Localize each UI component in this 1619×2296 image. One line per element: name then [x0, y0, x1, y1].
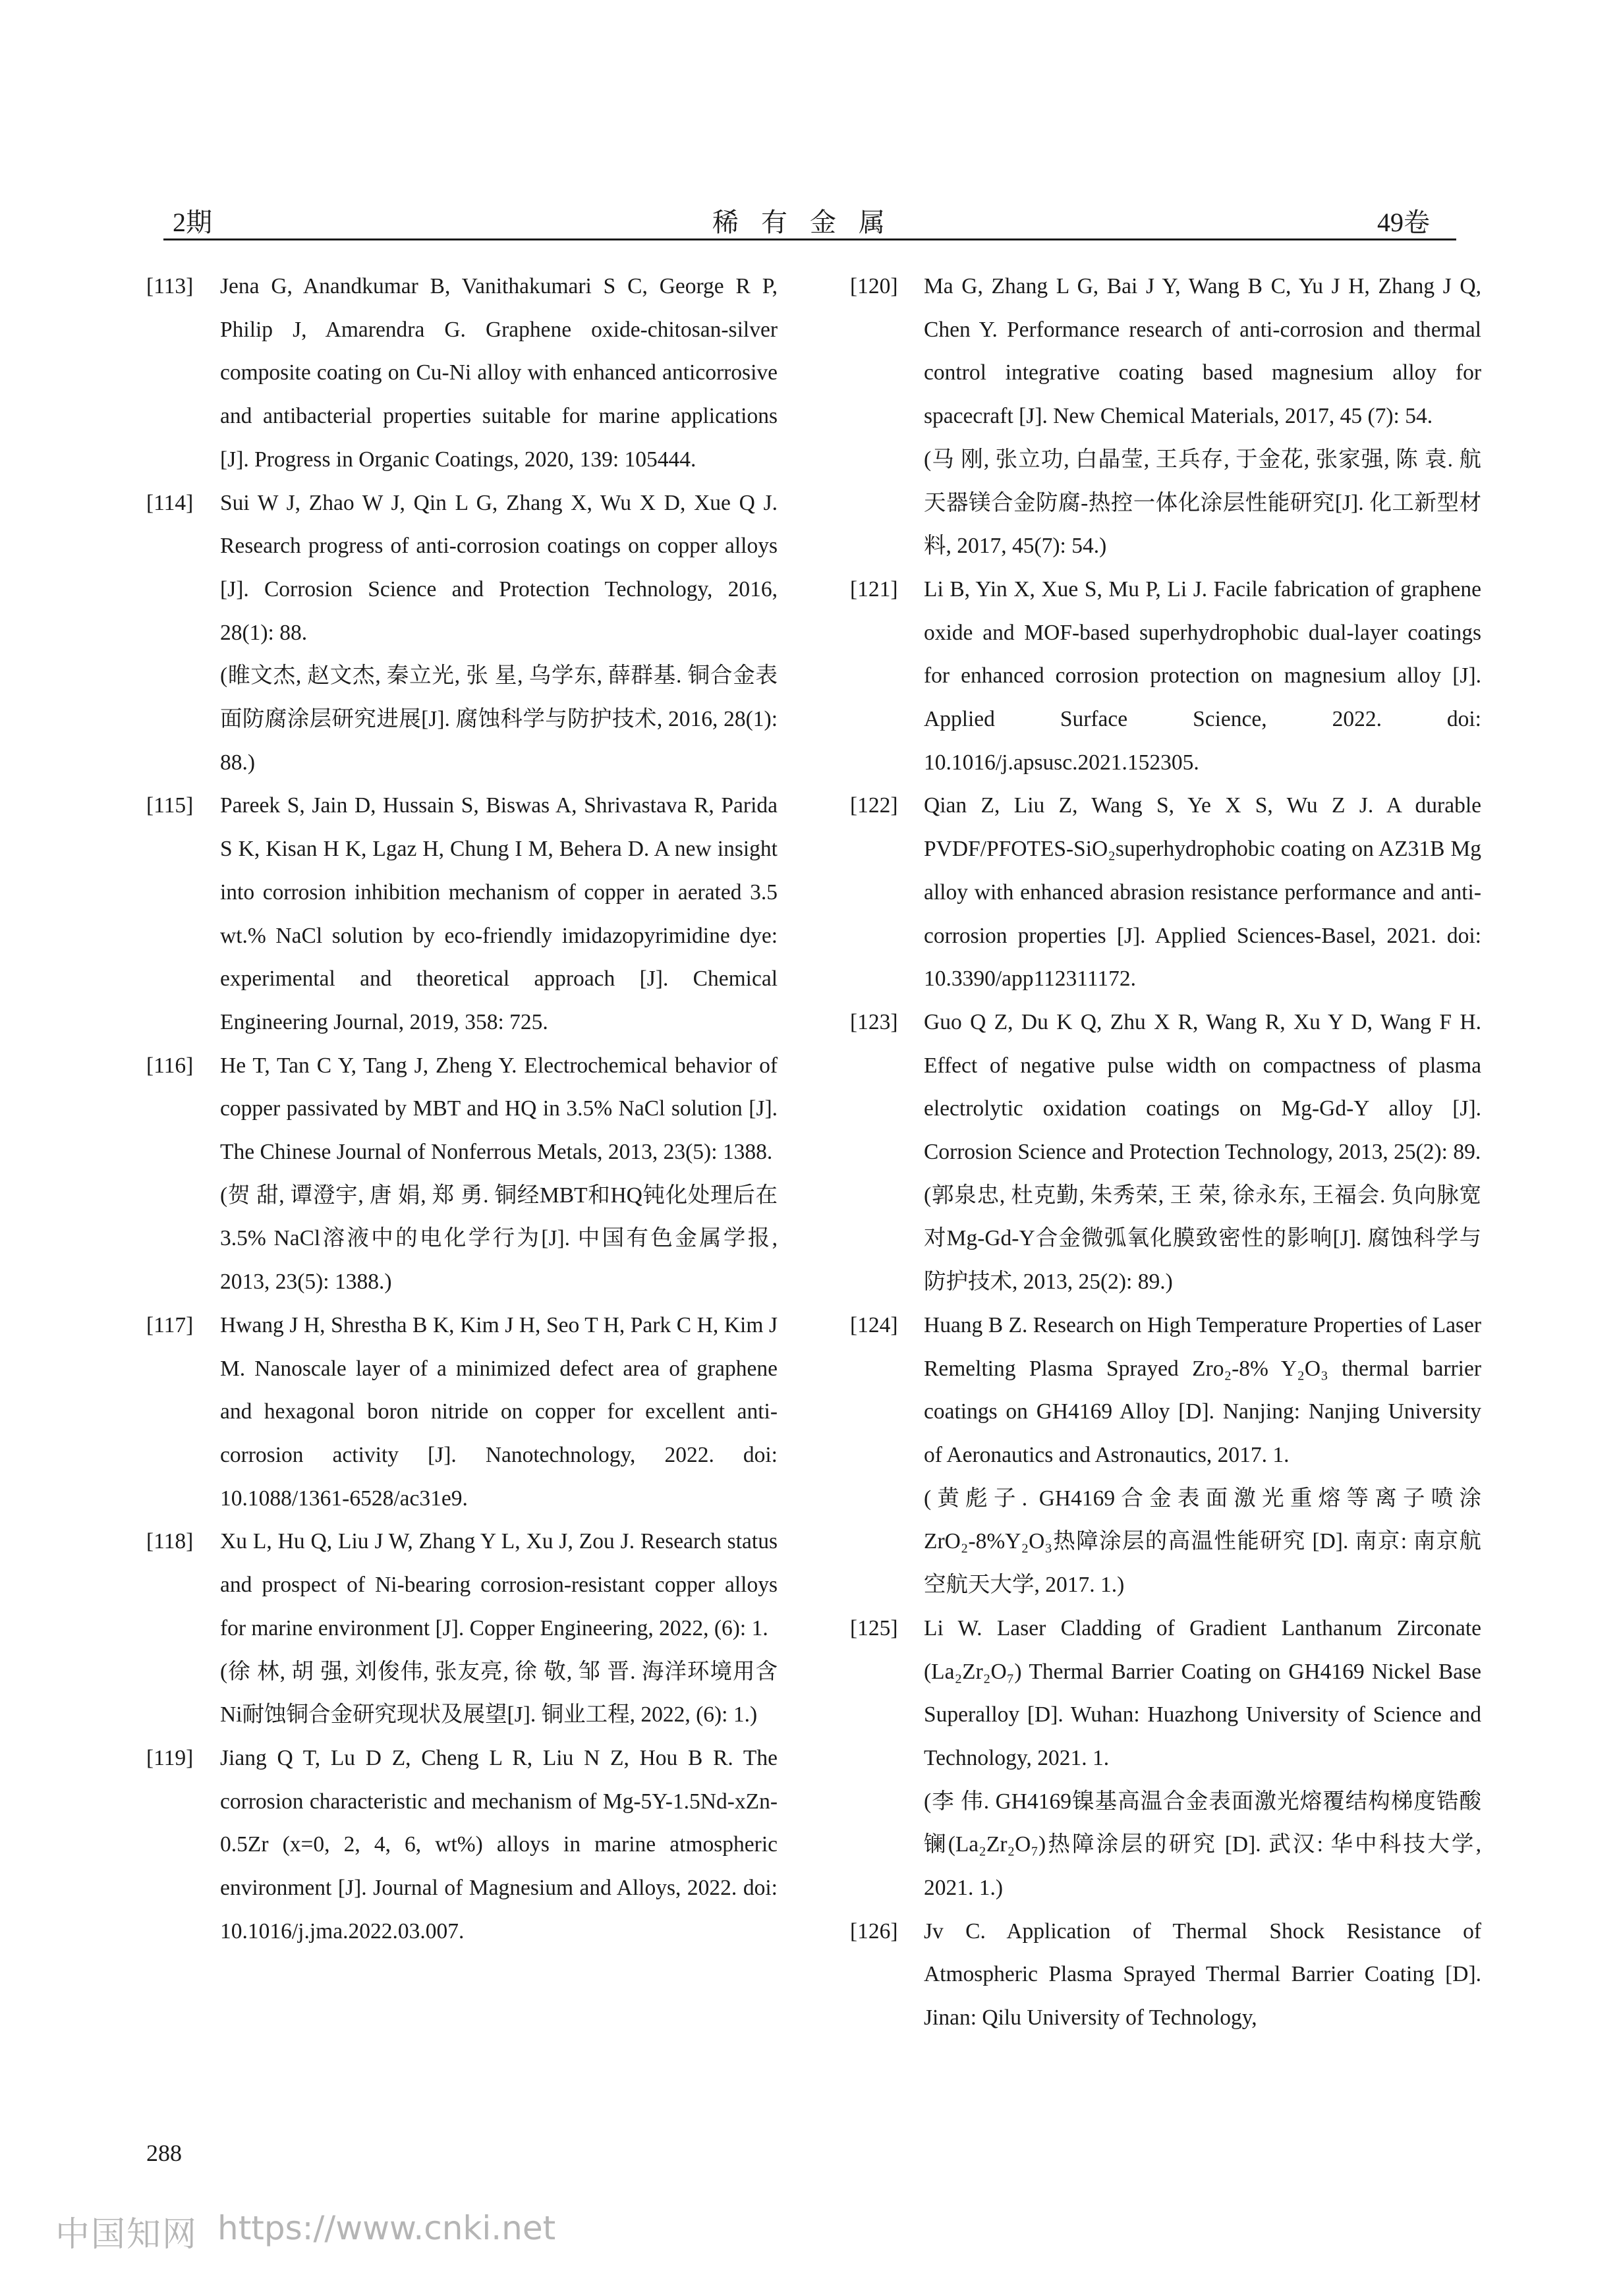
reference-entry [146, 265, 778, 482]
reference-number: [122] [850, 793, 898, 818]
reference-chinese-text: (徐 林, 胡 强, 刘俊伟, 张友亮, 徐 敬, 邹 晋. 海洋环境用含Ni耐蚀铜合金研究现状及展望[J]. 铜业工程, 2022, (6): 1.) [220, 1659, 778, 1727]
reference-text: Li B, Yin X, Xue S, Mu P, Li J. Facile fabrication of graphene oxide and MOF-based superhydrophobic dual-layer coatings for enhanced corrosion protection on magnesium alloy [J]. Applied Surface Science, 2022. doi: 10.1016/j.apsusc.2021.152305. [924, 576, 1481, 775]
reference-text: Pareek S, Jain D, Hussain S, Biswas A, Shrivastava R, Parida S K, Kisan H K, Lgaz H, Chung I M, Behera D. A new insight into corrosion inhibition mechanism of copper in aerated 3.5 wt.% NaCl solution by eco-friendly imidazopyrimidine dye: experimental and theoretical approach [J]. Chemical Engineering Journal, 2019, 358: 725. [220, 793, 778, 1034]
issue-label: 2期 [173, 208, 212, 237]
running-header [163, 198, 1456, 237]
page-number: 288 [146, 2140, 182, 2166]
reference-number: [119] [146, 1745, 194, 1770]
reference-text: Qian Z, Liu Z, Wang S, Ye X S, Wu Z J. A durable PVDF/PFOTES-SiO₂superhydrophobic coating on AZ31B Mg alloy with enhanced abrasion resistance performance and anti-corrosion properties [J]. Applied Sciences-Basel, 2021. doi: 10.3390/app112311172. [924, 793, 1481, 992]
reference-text: Jena G, Anandkumar B, Vanithakumari S C, George R P, Philip J, Amarendra G. Graphene oxide-chitosan-silver composite coating on Cu-Ni alloy with enhanced anticorrosive and antibacterial properties suitable for marine applications [J]. Progress in Organic Coatings, 2020, 139: 105444. [220, 274, 778, 472]
reference-text: Li W. Laser Cladding of Gradient Lanthanum Zirconate (La₂Zr₂O₇) Thermal Barrier Coating on GH4169 Nickel Base Superalloy [D]. Wuhan: Huazhong University of Science and Technology, 2021. 1. [924, 1615, 1481, 1770]
reference-number: [117] [146, 1312, 194, 1337]
reference-text: Huang B Z. Research on High Temperature Properties of Laser Remelting Plasma Sprayed Zro₂-8% Y₂O₃ thermal barrier coatings on GH4169 Alloy [D]. Nanjing: Nanjing University of Aeronautics and Astronautics, 2017. 1. [924, 1312, 1481, 1467]
reference-text: Sui W J, Zhao W J, Qin L G, Zhang X, Wu X D, Xue Q J. Research progress of anti-corrosion coatings on copper alloys [J]. Corrosion Science and Protection Technology, 2016, 28(1): 88. [220, 490, 778, 645]
reference-number: [123] [850, 1009, 898, 1034]
reference-number: [125] [850, 1615, 898, 1640]
reference-chinese-text: (黄彪子. GH4169合金表面激光重熔等离子喷涂ZrO₂-8%Y₂O₃热障涂层的高温性能研究 [D]. 南京: 南京航空航天大学, 2017. 1.) [924, 1486, 1481, 1598]
reference-number: [118] [146, 1529, 194, 1554]
reference-number: [126] [850, 1918, 898, 1944]
reference-entry [146, 1737, 778, 1953]
reference-number: [114] [146, 490, 194, 515]
left-reference-column [146, 265, 778, 1953]
reference-entry [146, 1044, 778, 1304]
reference-entry [850, 568, 1481, 785]
cnki-url[interactable]: https://www.cnki.net [217, 2209, 556, 2247]
volume-label: 49卷 [1377, 208, 1430, 237]
reference-entry [146, 1304, 778, 1521]
reference-text: Hwang J H, Shrestha B K, Kim J H, Seo T H, Park C H, Kim J M. Nanoscale layer of a minimized defect area of graphene and hexagonal boron nitride on copper for excellent anti-corrosion activity [J]. Nanotechnology, 2022. doi: 10.1088/1361-6528/ac31e9. [220, 1312, 778, 1511]
reference-text: Ma G, Zhang L G, Bai J Y, Wang B C, Yu J H, Zhang J Q, Chen Y. Performance research of anti-corrosion and thermal control integrative coating based magnesium alloy for spacecraft [J]. New Chemical Materials, 2017, 45 (7): 54. [924, 274, 1481, 429]
reference-number: [115] [146, 793, 194, 818]
reference-chinese-text: (睢文杰, 赵文杰, 秦立光, 张 星, 乌学东, 薛群基. 铜合金表面防腐涂层研究进展[J]. 腐蚀科学与防护技术, 2016, 28(1): 88.) [220, 663, 778, 775]
reference-chinese-text: (贺 甜, 谭澄宇, 唐 娟, 郑 勇. 铜经MBT和HQ钝化处理后在3.5% NaCl溶液中的电化学行为[J]. 中国有色金属学报, 2013, 23(5): 1388.) [220, 1183, 778, 1295]
reference-text: Jv C. Application of Thermal Shock Resistance of Atmospheric Plasma Sprayed Thermal Barrier Coating [D]. Jinan: Qilu University of Technology, [924, 1918, 1481, 2030]
reference-number: [113] [146, 274, 194, 298]
reference-text: He T, Tan C Y, Tang J, Zheng Y. Electrochemical behavior of copper passivated by MBT and HQ in 3.5% NaCl solution [J]. The Chinese Journal of Nonferrous Metals, 2013, 23(5): 1388. [220, 1053, 778, 1165]
reference-chinese-text: (马 刚, 张立功, 白晶莹, 王兵存, 于金花, 张家强, 陈 袁. 航天器镁合金防腐-热控一体化涂层性能研究[J]. 化工新型材料, 2017, 45(7): 54.) [924, 447, 1481, 559]
reference-entry [146, 784, 778, 1044]
reference-chinese-text: (郭泉忠, 杜克勤, 朱秀荣, 王 荣, 徐永东, 王福会. 负向脉宽对Mg-Gd-Y合金微弧氧化膜致密性的影响[J]. 腐蚀科学与防护技术, 2013, 25(2): 89.) [924, 1183, 1481, 1295]
reference-number: [120] [850, 274, 898, 298]
reference-entry [146, 482, 778, 785]
reference-entry [850, 1304, 1481, 1607]
reference-entry [850, 1910, 1481, 2040]
reference-entry [850, 1001, 1481, 1304]
reference-number: [121] [850, 576, 898, 602]
cnki-logo-text: 中国知网 [55, 2215, 198, 2254]
header-rule [163, 238, 1456, 240]
reference-entry [146, 1520, 778, 1737]
reference-text: Xu L, Hu Q, Liu J W, Zhang Y L, Xu J, Zou J. Research status and prospect of Ni-bearing corrosion-resistant copper alloys for marine environment [J]. Copper Engineering, 2022, (6): 1. [220, 1529, 778, 1640]
reference-number: [116] [146, 1053, 194, 1078]
reference-text: Guo Q Z, Du K Q, Zhu X R, Wang R, Xu Y D, Wang F H. Effect of negative pulse width on compactness of plasma electrolytic oxidation coatings on Mg-Gd-Y alloy [J]. Corrosion Science and Protection Technology, 2013, 25(2): 89. [924, 1009, 1481, 1165]
reference-chinese-text: (李 伟. GH4169镍基高温合金表面激光熔覆结构梯度锆酸镧(La₂Zr₂O₇)热障涂层的研究 [D]. 武汉: 华中科技大学, 2021. 1.) [924, 1789, 1481, 1901]
reference-text: Jiang Q T, Lu D Z, Cheng L R, Liu N Z, Hou B R. The corrosion characteristic and mechanism of Mg-5Y-1.5Nd-xZn-0.5Zr (x=0, 2, 4, 6, wt%) alloys in marine atmospheric environment [J]. Journal of Magnesium and Alloys, 2022. doi: 10.1016/j.jma.2022.03.007. [220, 1745, 778, 1944]
reference-entry [850, 784, 1481, 1001]
right-reference-column [850, 265, 1481, 2040]
journal-title: 稀有金属 [712, 208, 907, 237]
reference-number: [124] [850, 1312, 898, 1337]
reference-entry [850, 265, 1481, 568]
reference-entry [850, 1607, 1481, 1910]
